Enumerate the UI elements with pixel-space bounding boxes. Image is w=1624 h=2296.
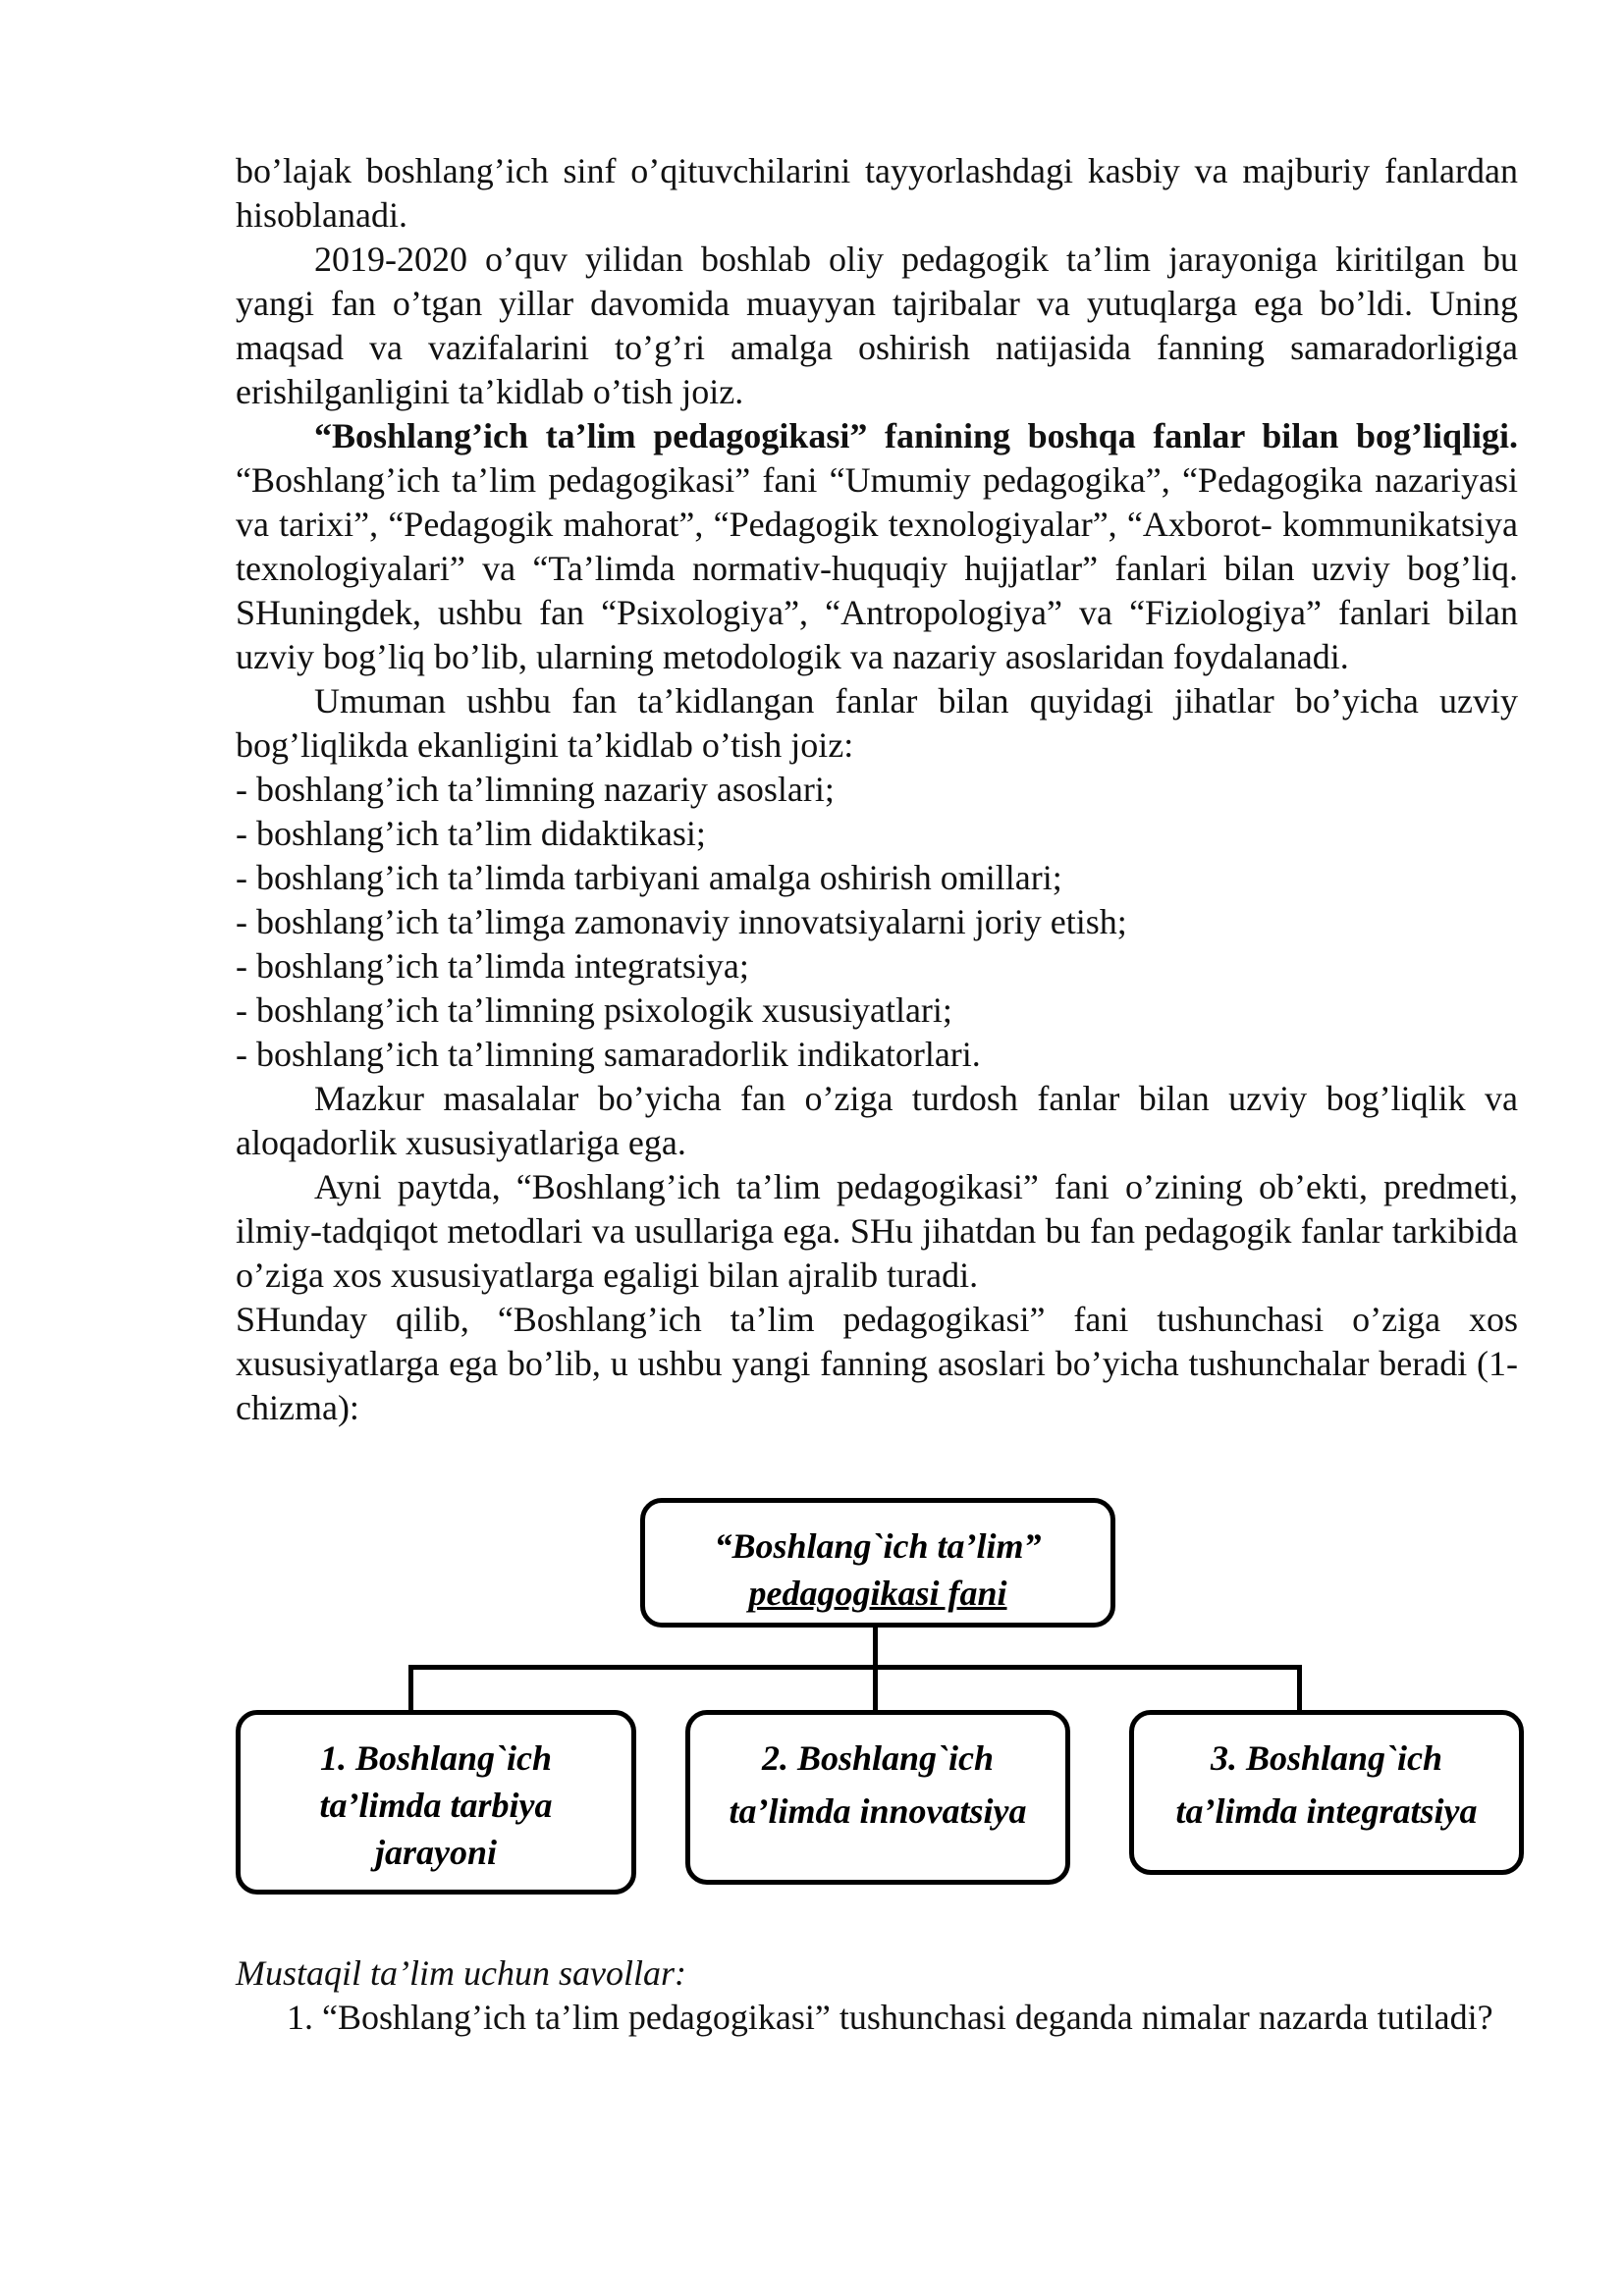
list-item: - boshlang’ich ta’limda tarbiyani amalga oshirish omillari;: [236, 858, 1062, 897]
child2-line2: ta’limda innovatsiya: [729, 1791, 1027, 1831]
diagram-root-box: [640, 1498, 1115, 1628]
paragraph-relations: [236, 414, 1518, 679]
paragraph-history: 2019-2020 o’quv yilidan boshlab oliy pedagogik ta’lim jarayoniga kiritilgan bu yangi fan o’tgan yillar davomida muayyan tajribalar va yutuqlarga ega bo’ldi. Uning maqsad va vazifalarini to’g’ri amalga oshirish natijasida fanning samaradorligiga erishilganligini ta’kidlab o’tish joiz.: [236, 240, 1518, 411]
document-page: [236, 149, 1518, 1430]
diagram-child-box-1: [236, 1710, 636, 1895]
paragraph-related: Mazkur masalalar bo’yicha fan o’ziga turdosh fanlar bilan uzviy bog’liqlik va aloqadorlik xususiyatlariga ega.: [236, 1079, 1518, 1162]
diagram-root-line1: “Boshlang`ich ta’lim”: [714, 1526, 1042, 1566]
child1-line1: 1. Boshlang`ich: [319, 1738, 553, 1778]
child3-line2: ta’limda integratsiya: [1175, 1791, 1478, 1831]
connector-vertical-right: [1297, 1665, 1302, 1712]
paragraph-intro: bo’lajak boshlang’ich sinf o’qituvchilarini tayyorlashdagi kasbiy va majburiy fanlardan hisoblanadi.: [236, 151, 1518, 235]
connector-vertical-root: [873, 1628, 878, 1724]
paragraph-relations-text: “Boshlang’ich ta’lim pedagogikasi” fani “Umumiy pedagogika”, “Pedagogika nazariyasi va tarixi”, “Pedagogik mahorat”, “Pedagogik texnologiyalar”, “Axborot- kommunikatsiya texnologiyalari” va “Ta’limda normativ-huquqiy hujjatlar” fanlari bilan uzviy bog’liq. SHuningdek, ushbu fan “Psixologiya”, “Antropologiya” va “Fiziologiya” fanlari bilan uzviy bog’liq bo’lib, ularning metodologik va nazariy asoslaridan foydalanadi.: [236, 460, 1518, 676]
questions-heading: Mustaqil ta’lim uchun savollar:: [236, 1953, 686, 1993]
list-item: - boshlang’ich ta’limda integratsiya;: [236, 946, 749, 986]
list-item: - boshlang’ich ta’limga zamonaviy innovatsiyalarni joriy etish;: [236, 902, 1127, 941]
diagram-child-box-3: [1129, 1710, 1524, 1875]
question-item: 1. “Boshlang’ich ta’lim pedagogikasi” tushunchasi deganda nimalar nazarda tutiladi?: [287, 1998, 1493, 2037]
child2-line1: 2. Boshlang`ich: [761, 1738, 995, 1778]
diagram-child-box-2: [685, 1710, 1070, 1885]
paragraph-conclusion: SHunday qilib, “Boshlang’ich ta’lim pedagogikasi” fani tushunchasi o’ziga xos xususiyatlarga ega bo’lib, u ushbu yangi fanning asoslari bo’yicha tushunchalar beradi (1-chizma):: [236, 1300, 1518, 1427]
diagram-root-line2: pedagogikasi fani: [748, 1574, 1007, 1613]
questions-section: [236, 1951, 1518, 2040]
section-heading: “Boshlang’ich ta’lim pedagogikasi” fanining boshqa fanlar bilan bog’liqligi.: [314, 416, 1518, 455]
list-item: - boshlang’ich ta’lim didaktikasi;: [236, 814, 706, 853]
child1-line3: jarayoni: [374, 1833, 497, 1872]
list-item: - boshlang’ich ta’limning nazariy asoslari;: [236, 770, 835, 809]
connector-horizontal: [408, 1665, 1302, 1670]
paragraph-object: Ayni paytda, “Boshlang’ich ta’lim pedagogikasi” fani o’zining ob’ekti, predmeti, ilmiy-tadqiqot metodlari va usullariga ega. SHu jihatdan bu fan pedagogik fanlar tarkibida o’ziga xos xususiyatlarga egaligi bilan ajralib turadi.: [236, 1167, 1518, 1295]
list-item: - boshlang’ich ta’limning samaradorlik indikatorlari.: [236, 1035, 981, 1074]
connector-vertical-left: [408, 1665, 413, 1712]
list-item: - boshlang’ich ta’limning psixologik xususiyatlari;: [236, 990, 952, 1030]
aspects-list: [236, 768, 1518, 1077]
paragraph-aspects: Umuman ushbu fan ta’kidlangan fanlar bilan quyidagi jihatlar bo’yicha uzviy bog’liqlikda ekanligini ta’kidlab o’tish joiz:: [236, 681, 1518, 765]
child1-line2: ta’limda tarbiya: [319, 1786, 553, 1825]
child3-line1: 3. Boshlang`ich: [1210, 1738, 1443, 1778]
